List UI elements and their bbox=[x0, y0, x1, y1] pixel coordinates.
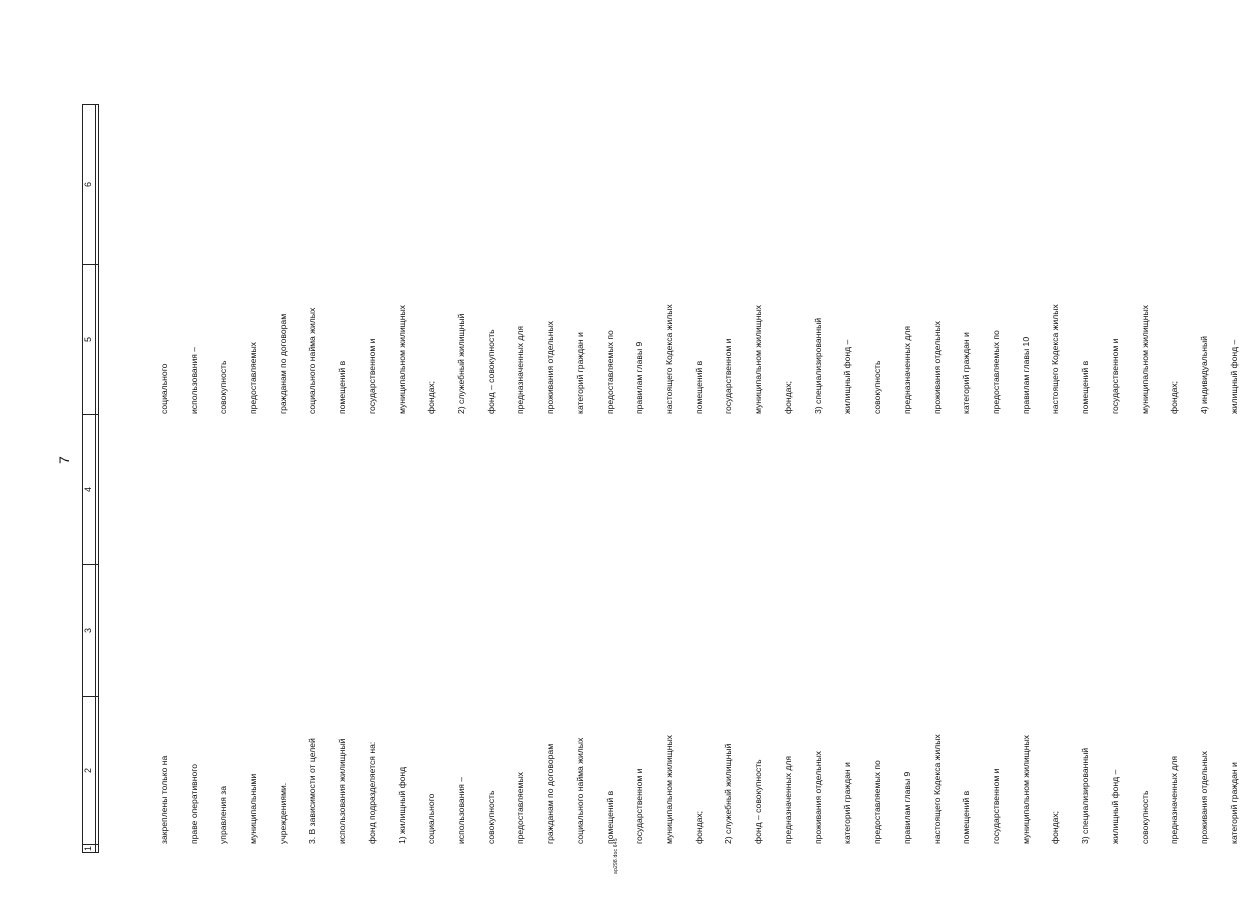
text-line: муниципальном жилищных bbox=[664, 735, 675, 844]
text-line: 2) служебный жилищный bbox=[456, 313, 466, 414]
header-cell-5: 5 bbox=[83, 265, 96, 415]
text-line: категорий граждан и bbox=[961, 332, 972, 414]
text-line: настоящего Кодекса жилых bbox=[931, 734, 942, 844]
text-line: фондах; bbox=[1169, 380, 1180, 414]
table-header-row bbox=[83, 105, 96, 853]
text-line: правилам главы 10 bbox=[1020, 336, 1031, 414]
text-line: 4) индивидуальный bbox=[1198, 336, 1209, 414]
text-line: совокупность bbox=[485, 790, 496, 844]
text-line: жилищный фонд – bbox=[1228, 339, 1239, 414]
text-line: 3) специализированный bbox=[1080, 747, 1091, 844]
body-cell-1 bbox=[96, 845, 99, 853]
text-line: помещений в bbox=[337, 360, 348, 414]
text-line: социального bbox=[158, 363, 169, 414]
text-line: закреплены только на bbox=[158, 755, 169, 844]
text-line: 3. В зависимости от целей bbox=[307, 738, 318, 844]
text-line: проживания отдельных bbox=[545, 321, 556, 414]
text-line: муниципальном жилищных bbox=[753, 305, 764, 414]
text-line: помещений в bbox=[693, 360, 704, 414]
text-line: учреждениями. bbox=[277, 782, 288, 844]
body-cell-2 bbox=[96, 697, 99, 845]
text-line: использования – bbox=[188, 346, 199, 414]
text-line: государственном и bbox=[1109, 338, 1120, 414]
column-5-text bbox=[140, 304, 1259, 414]
text-line: категорий граждан и bbox=[1228, 762, 1239, 844]
text-line: фондах; bbox=[782, 380, 793, 414]
text-line: фонд – совокупность bbox=[753, 759, 764, 844]
text-line: предоставляемых по bbox=[604, 330, 615, 414]
text-line: 2) служебный жилищный bbox=[723, 743, 734, 844]
text-line: проживания отдельных bbox=[931, 321, 942, 414]
text-line: 1) жилищный фонд bbox=[396, 766, 407, 844]
comparison-table bbox=[82, 104, 99, 853]
header-cell-4: 4 bbox=[83, 415, 96, 565]
text-line: социального найма жилых bbox=[574, 737, 585, 844]
text-line: управления за bbox=[218, 786, 229, 844]
text-line: государственном и bbox=[634, 768, 645, 844]
text-line: муниципальными bbox=[247, 773, 258, 844]
text-line: муниципальном жилищных bbox=[396, 305, 407, 414]
text-line: праве оперативного bbox=[188, 764, 199, 844]
text-line: использования жилищный bbox=[337, 738, 348, 844]
text-line: предназначенных для bbox=[1169, 755, 1180, 844]
text-line: фонд подразделяется на: bbox=[366, 741, 377, 844]
header-cell-6: 6 bbox=[83, 105, 96, 265]
text-line: предназначенных для bbox=[901, 325, 912, 414]
text-line: предоставляемых bbox=[247, 342, 258, 414]
text-line: предоставляемых по bbox=[990, 330, 1001, 414]
text-line: муниципальном жилищных bbox=[1139, 305, 1150, 414]
text-line: фондах; bbox=[1050, 810, 1061, 844]
text-line: предназначенных для bbox=[782, 755, 793, 844]
text-line: помещений в bbox=[604, 790, 615, 844]
document-footer: ap298.doc 645 bbox=[613, 838, 619, 874]
body-cell-6 bbox=[96, 105, 99, 265]
text-line: правилам главы 9 bbox=[901, 771, 912, 844]
text-line: совокупность bbox=[1139, 790, 1150, 844]
text-line: гражданам по договорам bbox=[277, 313, 288, 414]
text-line: категорий граждан и bbox=[842, 762, 853, 844]
text-line: проживания отдельных bbox=[812, 751, 823, 844]
text-line: фондах; bbox=[426, 380, 437, 414]
body-cell-5 bbox=[96, 265, 99, 415]
header-cell-2: 2 bbox=[83, 697, 96, 845]
page-number: 7 bbox=[56, 456, 72, 464]
text-line: предоставляемых по bbox=[872, 760, 883, 844]
header-cell-3: 3 bbox=[83, 565, 96, 697]
text-line: помещений в bbox=[1080, 360, 1091, 414]
text-line: категорий граждан и bbox=[574, 332, 585, 414]
table-body-row bbox=[96, 105, 99, 853]
text-line: государственном и bbox=[366, 338, 377, 414]
text-line: фондах; bbox=[693, 810, 704, 844]
header-cell-1: 1 bbox=[83, 845, 96, 853]
text-line: государственном и bbox=[723, 338, 734, 414]
text-line: государственном и bbox=[990, 768, 1001, 844]
text-line: совокупность bbox=[218, 360, 229, 414]
text-line: 3) специализированный bbox=[812, 317, 823, 414]
text-line: социального bbox=[426, 793, 437, 844]
text-line: социального найма жилых bbox=[307, 307, 318, 414]
text-line: использования – bbox=[456, 776, 466, 844]
text-line: настоящего Кодекса жилых bbox=[664, 304, 675, 414]
text-line: настоящего Кодекса жилых bbox=[1050, 304, 1061, 414]
text-line: гражданам по договорам bbox=[545, 743, 556, 844]
text-line: жилищный фонд – bbox=[842, 339, 853, 414]
body-cell-3 bbox=[96, 565, 99, 697]
text-line: муниципальном жилищных bbox=[1020, 735, 1031, 844]
text-line: предоставляемых bbox=[515, 772, 526, 844]
text-line: жилищный фонд – bbox=[1109, 769, 1120, 844]
text-line: правилам главы 9 bbox=[634, 341, 645, 414]
text-line: проживания отдельных bbox=[1198, 751, 1209, 844]
body-cell-4 bbox=[96, 415, 99, 565]
column-2-text bbox=[140, 734, 1259, 844]
text-line: фонд – совокупность bbox=[485, 329, 496, 414]
text-line: совокупность bbox=[872, 360, 883, 414]
text-line: помещений в bbox=[961, 790, 972, 844]
text-line: предназначенных для bbox=[515, 325, 526, 414]
